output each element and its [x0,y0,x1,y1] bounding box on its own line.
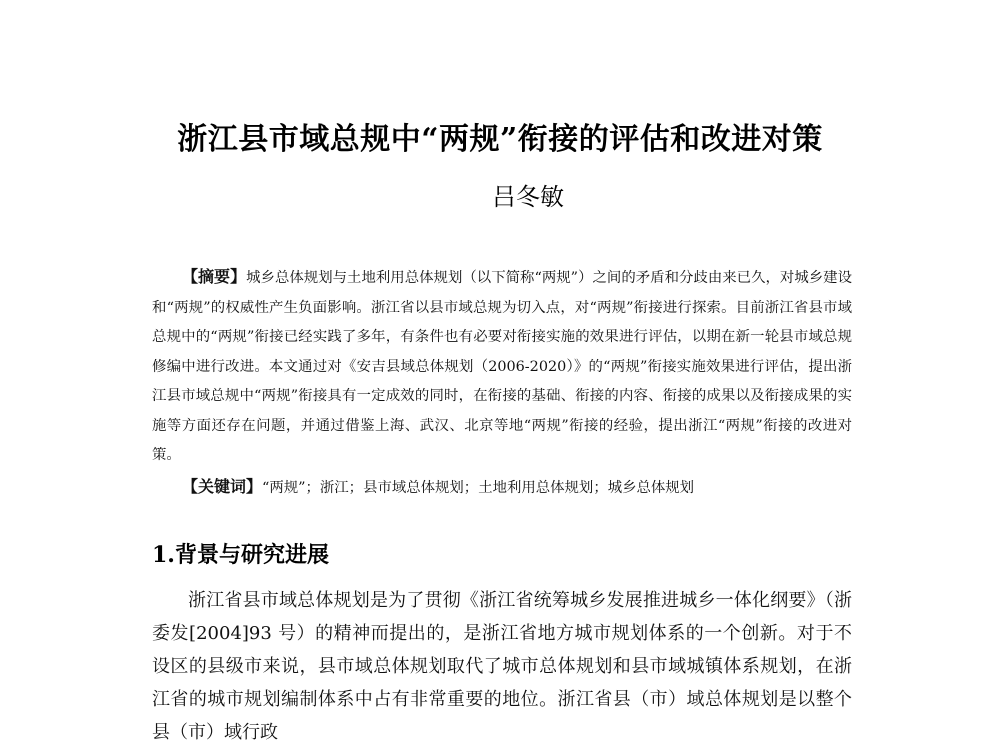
keywords-line [152,472,852,504]
paper-author: 吕冬敏 [492,183,564,211]
abstract-paragraph [152,262,852,471]
body-paragraph: 浙江省县市域总体规划是为了贯彻《浙江省统筹城乡发展推进城乡一体化纲要》（浙委发[2004]93 号）的精神而提出的，是浙江省地方城市规划体系的一个创新。对于不设区的县级市来说，县市域总体规划取代了城市总体规划和县市域城镇体系规划，在浙江省的城市规划编制体系中占有非常重要的地位。浙江省县（市）域总体规划是以整个县（市）域行政 [152,590,852,743]
keywords-text: “两规”；浙江；县市域总体规划；土地利用总体规划；城乡总体规划 [262,480,695,496]
abstract-text: 城乡总体规划与土地利用总体规划（以下简称“两规”）之间的矛盾和分歧由来已久，对城乡建设和“两规”的权威性产生负面影响。浙江省以县市域总规为切入点，对“两规”衔接进行探索。目前浙江省县市域总规中的“两规”衔接已经实践了多年，有条件也有必要对衔接实施的效果进行评估，以期在新一轮县市域总规修编中进行改进。本文通过对《安吉县域总体规划（2006-2020）》的“两规”衔接实施效果进行评估，提出浙江县市域总规中“两规”衔接具有一定成效的同时，在衔接的基础、衔接的内容、衔接的成果以及衔接成果的实施等方面还存在问题，并通过借鉴上海、武汉、北京等地“两规”衔接的经验，提出浙江“两规”衔接的改进对策。 [152,270,852,463]
section-heading: 1.背景与研究进展 [152,542,329,568]
keywords-label: 【关键词】 [182,477,263,496]
abstract-label: 【摘要】 [182,267,247,286]
paper-title: 浙江县市域总规中“两规”衔接的评估和改进对策 [177,122,823,157]
